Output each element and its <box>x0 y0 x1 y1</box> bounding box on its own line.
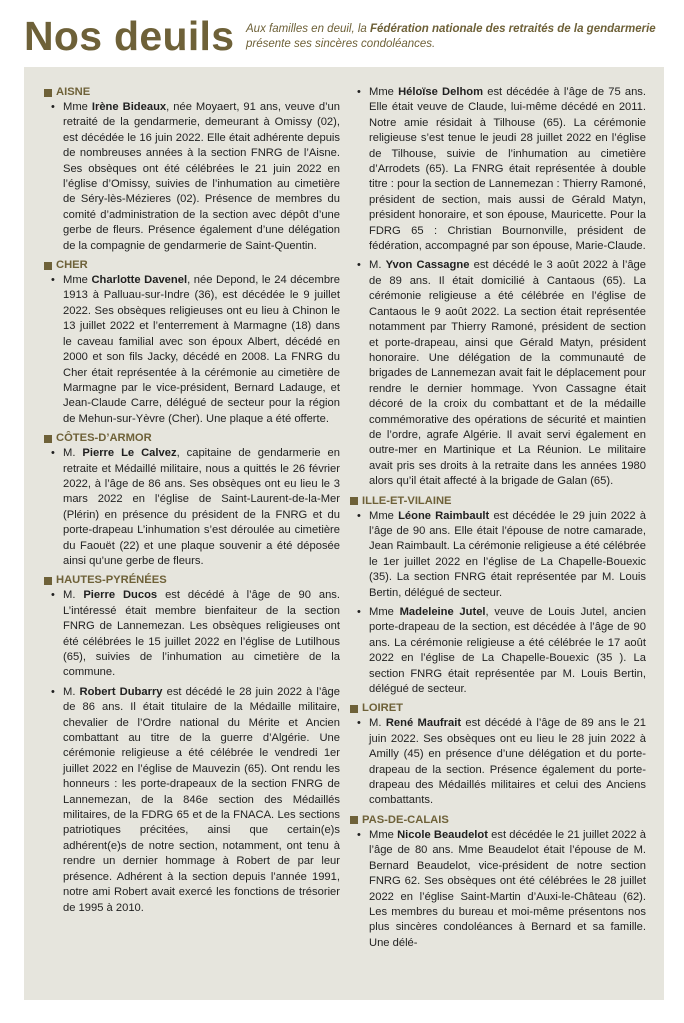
bullet-icon: • <box>51 274 55 287</box>
honorific: Mme <box>63 101 88 113</box>
deceased-name: Léone Raimbault <box>398 509 490 522</box>
deceased-name: Yvon Cassagne <box>385 259 470 272</box>
section-heading-label: LOIRET <box>362 702 404 715</box>
section-heading-aisne <box>44 85 340 100</box>
deceased-name: Robert Dubarry <box>79 685 163 698</box>
square-bullet-icon <box>44 89 52 97</box>
honorific: M. <box>63 447 76 460</box>
section-heading-label: AISNE <box>56 86 91 98</box>
bullet-icon: • <box>357 717 361 730</box>
honorific: Mme <box>369 509 394 522</box>
obituary-text: est décédée le 21 juillet 2022 à l’âge de 80 ans. Mme Beaudelot était l’épouse de M. Bernard Beaudelot, vice-président de notre section FNRG 62. Ses obsèques ont été célébrées le 28 juillet 2022 en l’église Saint-Martin d’Auxi-le-Château (62). Les membres du bureau et moi-même présentons nos plus sincères condoléances à Bernard et sa famille. Une délé- <box>369 828 646 949</box>
section-heading-label: ILLE-ET-VILAINE <box>362 494 452 507</box>
honorific: Mme <box>369 86 394 98</box>
obituary-text: est décédé le 28 juin 2022 à l’âge de 86 ans. Il était titulaire de la Médaille militaire, chevalier de l’Ordre national du Mérite et Ancien combattant au titre de la guerre d’Algérie. Une cérémonie religieuse a été célébrée le vendredi 1er juillet 2022 en l’église de Mauvezin (65). Ont rendu les honneurs : les porte-drapeaux de la section FNRG de Lannemezan, de la 846e section des Médaillés militaires, de la FDRG 65 et de la FNACA. Les sections patriotiques précitées, ainsi que certain(e)s adhérent(e)s de notre section, notamment, ont tenu à rendre un dernier hommage à Robert de par leur présence. Adhérent à la section depuis l’année 1991, notre ami Robert avait exercé les fonctions de trésorier de 1995 à 2010. <box>63 685 341 914</box>
deceased-name: Héloïse Delhom <box>398 86 484 98</box>
section-heading-ille-et-vilaine <box>350 494 646 509</box>
obituary-entry <box>350 258 646 489</box>
section-heading-hautes-pyrenees <box>44 573 340 588</box>
bullet-icon: • <box>357 606 361 618</box>
obituary-entry <box>44 685 340 916</box>
square-bullet-icon <box>350 497 358 505</box>
obituary-text: , née Depond, le 24 décembre 1913 à Palluau-sur-Indre (36), est décédée le 9 juillet 2022. Ses obsèques religieuses ont eu lieu à Chinon le 13 juillet 2022 et l’enterrement à Marmagne (18) dans le caveau familial avec son époux Albert, décédé en 2000 et son fils Jacky, décédé en 2008. La FNRG du Cher était représentée à la cérémonie au cimetière de Marmagne par le vice-président, Bernard Ladauge, et Jean-Claude Carre, délégué de secteur pour la région de Mehun-sur-Yèvre (Cher). Une plaque a été offerte. <box>63 274 341 425</box>
subtitle-condolences: présente ses sincères condoléances. <box>246 38 436 50</box>
obituaries-panel <box>24 67 664 1000</box>
square-bullet-icon <box>350 705 358 713</box>
square-bullet-icon <box>44 435 52 443</box>
obituary-text: , née Moyaert, 91 ans, veuve d’un retraité de la gendarmerie, demeurant à Omissy (02), est décédée le 16 juin 2022. Elle était adhérente depuis de nombreuses années à la section FNRG de l’Aisne. Ses obsèques ont été célébrées le 21 juin 2022 en l’église d’Omissy, suivies de l’inhumation au cimetière de Séry-lès-Mézieres (02). Présence de membres du comité d’administration de la section avec dépôt d’une gerbe de fleurs. Présence également d’une délégation de la compagnie de gendarmerie de Saint-Quentin. <box>63 101 340 252</box>
bullet-icon: • <box>357 86 361 98</box>
page-title: Nos deuils <box>24 13 235 59</box>
obituary-entry <box>350 716 646 808</box>
deceased-name: Nicole Beaudelot <box>397 828 488 841</box>
section-heading-label: CHER <box>56 259 88 272</box>
deceased-name: Irène Bideaux <box>91 101 167 113</box>
obituary-text: , capitaine de gendarmerie en retraite et Médaillé militaire, nous a quittés le 26 février 2022, à l’âge de 86 ans. Ses obsèques ont eu lieu le 3 mars 2022 en l’église de Saint-Laurent-de-la-Mer (Plérin) en présence du président de la FNRG et du porte-drapeau L’inhumation s’est déroulée au cimetière du Faouët (22) et une plaque souvenir a été déposée ainsi qu’une gerbe de fleurs. <box>63 447 340 567</box>
bullet-icon: • <box>51 447 55 460</box>
square-bullet-icon <box>44 577 52 585</box>
obituary-entry <box>350 509 646 601</box>
bullet-icon: • <box>51 589 55 602</box>
bullet-icon: • <box>51 685 55 698</box>
honorific: Mme <box>369 828 394 841</box>
deceased-name: Pierre Ducos <box>83 589 158 602</box>
obituary-entry <box>350 85 646 254</box>
page-subtitle <box>246 22 666 52</box>
honorific: M. <box>369 259 382 272</box>
deceased-name: Madeleine Jutel <box>399 606 486 618</box>
section-heading-label: HAUTES-PYRÉNÉES <box>56 574 167 587</box>
section-heading-cotes-d-armor <box>44 431 340 446</box>
bullet-icon: • <box>51 101 55 113</box>
obituary-text: est décédé le 3 août 2022 à l’âge de 89 ans. Il était domicilié à Cantaous (65). La cérémonie religieuse a été célébrée en l’église de Cantaous le 9 août 2022. La section était représentée notamment par Thierry Ramoné, président de section et porte-drapeau, ainsi que Gérald Matyn, président honoraire. Une délégation de la communauté de brigades de Lannemezan avait fait le déplacement pour rendre le dernier hommage. Yvon Cassagne était décoré de la croix du combattant et de la médaille commémorative des opérations de sécurité et maintien de l’ordre, agrafe Algérie. Il avait servi également en outre-mer en Martinique et La Réunion. Le militaire avait pris ses droits à la retraite dans les années 1980 alors qu’il était affecté à la brigade de Galan (65). <box>369 259 647 488</box>
obituary-entry <box>44 100 340 254</box>
obituary-entry <box>350 605 646 697</box>
square-bullet-icon <box>350 816 358 824</box>
bullet-icon: • <box>357 828 361 841</box>
obituary-text: est décédée le 29 juin 2022 à l’âge de 90 ans. Elle était l’épouse de notre camarade, Jean Raimbault. La cérémonie religieuse a été célébrée le 1er juillet 2022 en l’église de La Chapelle-Bouexic (35). La section FNRG était représentée par M. Louis Bertin, délégué de secteur. <box>369 509 646 599</box>
honorific: Mme <box>369 606 394 618</box>
section-heading-label: PAS-DE-CALAIS <box>362 813 449 826</box>
obituary-text: est décédé à l’âge de 90 ans. L’intéressé était membre bienfaiteur de la section FNRG de Lannemezan. Les obsèques religieuses ont été célébrées le 15 juillet 2022 en l’église de Lutilhous (65), suivies de l’inhumation au cimetière de la commune. <box>63 589 341 679</box>
bullet-icon: • <box>357 259 361 272</box>
deceased-name: Charlotte Davenel <box>91 274 188 287</box>
square-bullet-icon <box>44 262 52 270</box>
right-column <box>350 85 646 955</box>
section-heading-pas-de-calais <box>350 813 646 828</box>
honorific: M. <box>369 717 382 730</box>
subtitle-federation-name: Fédération nationale des retraités de la gendarmerie <box>370 23 656 35</box>
deceased-name: René Maufrait <box>385 717 462 730</box>
honorific: M. <box>63 685 76 698</box>
obituary-entry <box>44 273 340 427</box>
deceased-name: Pierre Le Calvez <box>82 447 177 460</box>
obituary-text: , veuve de Louis Jutel, ancien porte-drapeau de la section, est décédée à l’âge de 90 ans. La cérémonie religieuse a été célébrée le 17 août 2022 en l’église de La Chapelle-Bouexic (35 ). La section FNRG était représentée par M. Louis Bertin, délégué de secteur. <box>369 606 647 696</box>
left-column <box>44 85 340 920</box>
section-heading-loiret <box>350 701 646 716</box>
honorific: M. <box>63 589 76 602</box>
obituary-text: est décédée à l’âge de 75 ans. Elle était veuve de Claude, lui-même décédé en 2011. Notre amie résidait à Tilhouse (65). La cérémonie religieuse s’est tenue le jeudi 28 juillet 2022 en l’église de Tilhouse, suivie de l’inhumation au cimetière d’Arrodets (65). La FNRG était représentée à double titre : pour la section de Lannemezan : Thierry Ramoné, président de section, mais aussi de Gérald Matyn, président honoraire, et son épouse, Mauricette. Pour la FDRG 65 : Christian Bournonville, président de fédération, accompagné par son épouse, Marie-Claude. <box>369 86 647 253</box>
obituary-entry <box>350 828 646 951</box>
honorific: Mme <box>63 274 88 287</box>
bullet-icon: • <box>357 509 361 522</box>
section-heading-cher <box>44 258 340 273</box>
page-header <box>24 10 674 62</box>
obituary-entry <box>44 588 340 680</box>
obituary-text: est décédé à l’âge de 89 ans le 21 juin 2022. Ses obsèques ont eu lieu le 28 juin 2022 à Amilly (45) en présence d’une délégation et du porte-drapeau de la section. Présence également du porte-drapeau des Médaillés militaires et celui des Anciens combattants. <box>369 717 646 807</box>
section-heading-label: CÔTES-D’ARMOR <box>56 432 152 445</box>
subtitle-intro: Aux familles en deuil, la <box>246 23 371 35</box>
obituary-entry <box>44 446 340 569</box>
